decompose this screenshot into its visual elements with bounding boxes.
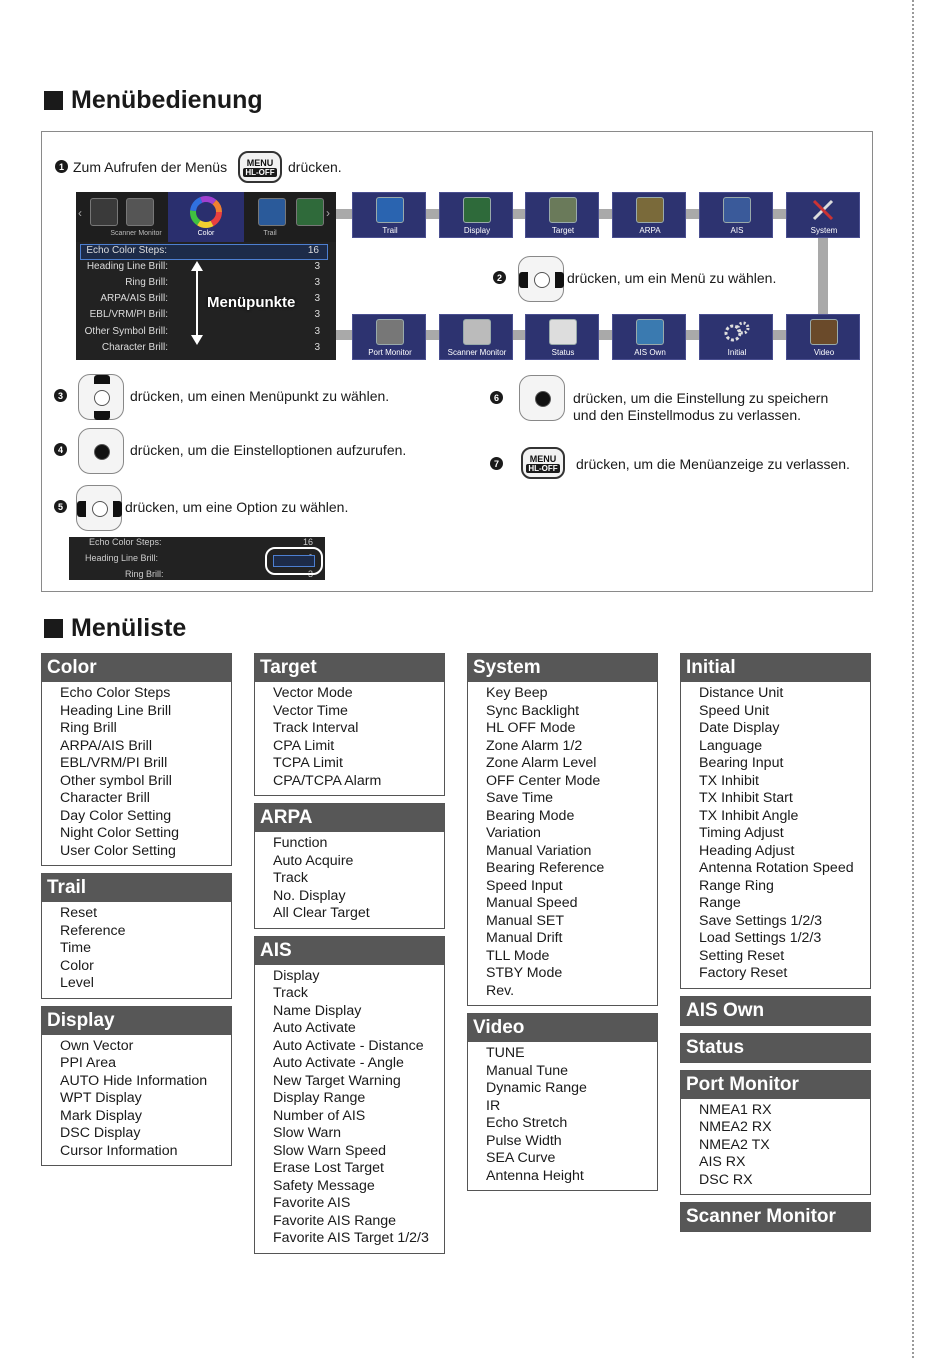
menu-item: STBY Mode	[486, 965, 563, 981]
menu-item: Bearing Input	[699, 755, 784, 771]
menu-item: Speed Input	[486, 877, 563, 894]
menu-item: Bearing Mode	[486, 807, 575, 824]
step2-text: drücken, um ein Menü zu wählen.	[567, 270, 777, 286]
menu-item: Mark Display	[60, 1107, 142, 1124]
menu-item: Character Brill	[60, 790, 150, 806]
tab-label-scanner-monitor: Scanner Monitor	[110, 230, 162, 237]
dpad-icon	[78, 374, 124, 420]
screen-row: Ring Brill: 3	[125, 277, 320, 288]
menu-item: Manual SET	[486, 912, 565, 929]
menu-item: SEA Curve	[486, 1150, 556, 1166]
page-dotted-edge	[912, 0, 914, 1358]
menu-items	[255, 682, 444, 795]
menu-item: Erase Lost Target	[273, 1160, 384, 1176]
menu-item: Number of AIS	[273, 1107, 366, 1124]
screen-row: Echo Color Steps: 16	[80, 244, 328, 260]
tile-ais-own: AIS Own	[612, 314, 686, 360]
radar-menu-screen	[76, 192, 336, 360]
tile-scanner-monitor: Scanner Monitor	[439, 314, 513, 360]
screen-row: Character Brill: 3	[101, 342, 320, 353]
tab-label-color: Color	[197, 230, 215, 237]
port-monitor-icon	[376, 319, 404, 345]
menu-item: Vector Mode	[273, 685, 353, 701]
menu-item: Auto Acquire	[273, 852, 354, 869]
ais-icon	[723, 197, 751, 223]
menu-items	[42, 1035, 231, 1166]
menu-items	[681, 1099, 870, 1195]
menu-item: CPA/TCPA Alarm	[273, 772, 382, 789]
step1-text-after: drücken.	[288, 159, 342, 175]
menu-items	[42, 682, 231, 865]
menu-group-header: AIS Own	[681, 997, 870, 1025]
wrench-icon	[810, 197, 838, 223]
menu-group-system	[467, 653, 658, 1006]
menu-item: Color	[60, 957, 94, 974]
menu-item: OFF Center Mode	[486, 772, 601, 789]
screen-row: Other Symbol Brill: 3	[84, 326, 320, 337]
menu-items	[468, 1042, 657, 1190]
chevron-right-icon: ›	[326, 206, 330, 220]
menu-group-display	[41, 1006, 232, 1167]
menu-items	[255, 832, 444, 928]
menu-item: PPI Area	[60, 1055, 116, 1071]
menu-item: Save Time	[486, 790, 554, 806]
title-square-icon	[44, 91, 63, 110]
mini-screen	[69, 537, 325, 580]
trail-icon	[376, 197, 404, 223]
menu-item: Echo Color Steps	[60, 685, 171, 701]
mini-row: Ring Brill: 3	[125, 569, 313, 579]
display-icon	[463, 197, 491, 223]
menu-group-video	[467, 1013, 658, 1191]
status-icon	[549, 319, 577, 345]
menu-group-header: AIS	[255, 937, 444, 965]
menu-group-header: Video	[468, 1014, 657, 1042]
scanner-monitor-tab-icon	[90, 198, 118, 226]
menu-item: Reset	[60, 905, 98, 921]
menu-item: Favorite AIS Range	[273, 1212, 397, 1229]
step3-text: drücken, um einen Menüpunkt zu wählen.	[130, 388, 390, 404]
menu-item: Antenna Rotation Speed	[699, 860, 854, 876]
section-title-menubedienung	[44, 86, 263, 115]
menu-item: NMEA1 RX	[699, 1101, 772, 1118]
tile-arpa: ARPA	[612, 192, 686, 238]
menu-column-4	[680, 653, 871, 1239]
menu-item: Bearing Reference	[486, 860, 605, 876]
menu-item: Speed Unit	[699, 702, 770, 719]
menu-item: AIS RX	[699, 1154, 746, 1170]
menu-item: Manual Drift	[486, 930, 563, 946]
step-number-5: 5	[54, 500, 67, 513]
menu-item: Heading Adjust	[699, 842, 795, 859]
menu-group-header: Scanner Monitor	[681, 1203, 870, 1231]
menu-group-header: Target	[255, 654, 444, 682]
menu-item: Day Color Setting	[60, 807, 172, 824]
menu-item: Level	[60, 975, 94, 991]
tile-target: Target	[525, 192, 599, 238]
step6-text-line2: und den Einstellmodus zu verlassen.	[573, 407, 802, 423]
menu-item: Safety Message	[273, 1177, 375, 1194]
menu-item: NMEA2 TX	[699, 1136, 770, 1153]
screen-row: ARPA/AIS Brill: 3	[100, 293, 320, 304]
menu-item: Track	[273, 870, 308, 886]
menu-item: Other symbol Brill	[60, 772, 172, 789]
menu-group-header: Initial	[681, 654, 870, 682]
target-icon	[549, 197, 577, 223]
tab-color	[168, 192, 244, 242]
menu-group-color	[41, 653, 232, 866]
mini-row: Echo Color Steps: 16	[89, 537, 313, 547]
menu-item: TUNE	[486, 1045, 525, 1061]
step1-text-before: Zum Aufrufen der Menüs	[73, 159, 228, 175]
menu-item: Auto Activate	[273, 1020, 356, 1036]
menu-item: Display Range	[273, 1090, 366, 1106]
menu-item: Factory Reset	[699, 965, 788, 981]
menu-item: Slow Warn Speed	[273, 1142, 387, 1159]
menu-item: Vector Time	[273, 702, 348, 719]
dpad-icon	[518, 256, 564, 302]
menu-group-status	[680, 1033, 871, 1063]
menu-item: Echo Stretch	[486, 1115, 568, 1131]
menu-group-arpa	[254, 803, 445, 929]
menu-item: Setting Reset	[699, 947, 785, 964]
menu-item: DSC Display	[60, 1125, 141, 1141]
menu-item: Load Settings 1/2/3	[699, 930, 822, 946]
menu-item: Language	[699, 737, 763, 754]
display-tab-icon	[296, 198, 324, 226]
menu-group-ais-own	[680, 996, 871, 1026]
menu-items	[42, 902, 231, 998]
scanner-monitor-icon	[463, 319, 491, 345]
menu-item: Manual Variation	[486, 842, 592, 859]
menu-item: Range	[699, 895, 741, 911]
chevron-left-icon: ‹	[78, 206, 82, 220]
menu-item: Sync Backlight	[486, 702, 580, 719]
step-number-6: 6	[490, 391, 503, 404]
tab-label-trail: Trail	[263, 230, 277, 237]
hloff-label: HL-OFF	[245, 167, 275, 177]
menu-item: Reference	[60, 922, 126, 939]
menu-item: Pulse Width	[486, 1132, 562, 1149]
menu-item: IR	[486, 1097, 501, 1114]
menu-group-target	[254, 653, 445, 796]
menu-item: DSC RX	[699, 1171, 753, 1188]
menu-item: TX Inhibit Start	[699, 790, 793, 806]
arpa-icon	[636, 197, 664, 223]
dpad-icon	[76, 485, 122, 531]
section-title-text: Menübedienung	[71, 86, 263, 114]
updown-arrow-icon	[190, 261, 204, 345]
menu-item: Slow Warn	[273, 1125, 342, 1141]
scanner-tab-icon-2	[126, 198, 154, 226]
selection-highlight	[265, 547, 323, 575]
title-square-icon	[44, 619, 63, 638]
menu-item: New Target Warning	[273, 1072, 401, 1089]
tile-status: Status	[525, 314, 599, 360]
menu-item: Rev.	[486, 982, 515, 999]
menu-item: Cursor Information	[60, 1142, 178, 1159]
menupunkte-label: Menüpunkte	[207, 294, 296, 311]
menu-item: Antenna Height	[486, 1167, 584, 1184]
menu-item: Favorite AIS Target 1/2/3	[273, 1230, 429, 1246]
menu-item: Track	[273, 985, 308, 1001]
menu-items	[681, 682, 870, 988]
screen-tab-bar	[76, 192, 336, 242]
tile-initial: Initial	[699, 314, 773, 360]
menu-item: EBL/VRM/PI Brill	[60, 755, 168, 771]
mini-row: Heading Line Brill:	[85, 553, 159, 563]
tile-port-monitor: Port Monitor	[352, 314, 426, 360]
menu-item: ARPA/AIS Brill	[60, 737, 152, 754]
menu-item: Night Color Setting	[60, 825, 180, 841]
menu-group-header: Color	[42, 654, 231, 682]
step-number-3: 3	[54, 389, 67, 402]
menu-item: Track Interval	[273, 720, 359, 736]
screen-row: Heading Line Brill: 3	[86, 261, 320, 272]
menu-item: Heading Line Brill	[60, 702, 172, 719]
menu-item: NMEA2 RX	[699, 1119, 772, 1135]
menu-item: No. Display	[273, 887, 346, 904]
dpad-icon	[78, 428, 124, 474]
step-number-4: 4	[54, 443, 67, 456]
step-number-2: 2	[493, 271, 506, 284]
menu-column-3	[467, 653, 658, 1198]
tile-system: System	[786, 192, 860, 238]
menu-item: Range Ring	[699, 877, 774, 894]
menu-item: User Color Setting	[60, 842, 176, 859]
trail-tab-icon	[258, 198, 286, 226]
screen-row: EBL/VRM/PI Brill: 3	[89, 309, 320, 320]
step6-text-line1: drücken, um die Einstellung zu speichern	[573, 390, 829, 406]
menu-item: Manual Tune	[486, 1062, 569, 1079]
tile-trail: Trail	[352, 192, 426, 238]
menu-group-header: Display	[42, 1007, 231, 1035]
menu-items	[255, 965, 444, 1253]
step7-text: drücken, um die Menüanzeige zu verlassen.	[576, 456, 850, 472]
menu-item: All Clear Target	[273, 905, 370, 921]
menu-item: Auto Activate - Distance	[273, 1037, 424, 1054]
menu-item: HL OFF Mode	[486, 720, 576, 736]
menu-item: Ring Brill	[60, 720, 117, 736]
menu-group-trail	[41, 873, 232, 999]
menu-item: Key Beep	[486, 685, 548, 701]
menu-group-scanner-monitor	[680, 1202, 871, 1232]
step-number-7: 7	[490, 457, 503, 470]
step-number-1: 1	[55, 160, 68, 173]
menu-item: CPA Limit	[273, 737, 335, 754]
menu-label: MENU	[246, 157, 274, 168]
menu-item: Function	[273, 835, 328, 851]
menu-item: Timing Adjust	[699, 825, 784, 841]
menu-item: Name Display	[273, 1002, 362, 1019]
menu-item: Manual Speed	[486, 895, 578, 911]
gear-icon	[723, 319, 751, 345]
menu-group-header: System	[468, 654, 657, 682]
menu-item: Auto Activate - Angle	[273, 1055, 404, 1071]
video-icon	[810, 319, 838, 345]
menu-item: Variation	[486, 825, 541, 841]
menu-group-header: ARPA	[255, 804, 444, 832]
menu-group-header: Port Monitor	[681, 1071, 870, 1099]
menu-item: TX Inhibit	[699, 772, 759, 789]
menu-item: Distance Unit	[699, 685, 784, 701]
tile-display: Display	[439, 192, 513, 238]
menu-item: Display	[273, 967, 320, 984]
menu-item: Own Vector	[60, 1037, 134, 1054]
step5-text: drücken, um eine Option zu wählen.	[125, 499, 349, 515]
menu-button-icon	[238, 151, 282, 183]
menu-item: Favorite AIS	[273, 1195, 351, 1211]
menu-items	[468, 682, 657, 1005]
menu-item: Save Settings 1/2/3	[699, 912, 823, 929]
color-wheel-icon	[189, 195, 223, 229]
menu-column-2	[254, 653, 445, 1261]
section-title-text: Menüliste	[71, 614, 187, 642]
section-title-menuliste	[44, 614, 186, 643]
menu-group-header: Status	[681, 1034, 870, 1062]
menu-item: Date Display	[699, 720, 780, 736]
dpad-icon	[519, 375, 565, 421]
menu-item: TCPA Limit	[273, 755, 343, 771]
menu-column-1	[41, 653, 232, 1173]
tile-ais: AIS	[699, 192, 773, 238]
menu-item: TLL Mode	[486, 947, 550, 964]
menu-item: WPT Display	[60, 1090, 142, 1106]
menu-group-initial	[680, 653, 871, 989]
menu-item: Time	[60, 940, 92, 956]
menu-item: Zone Alarm 1/2	[486, 737, 583, 754]
menu-group-port-monitor	[680, 1070, 871, 1196]
menu-item: Zone Alarm Level	[486, 755, 597, 771]
menu-button-icon: MENU HL-OFF	[521, 447, 565, 479]
tile-video: Video	[786, 314, 860, 360]
menu-group-header: Trail	[42, 874, 231, 902]
ais-own-icon	[636, 319, 664, 345]
menu-group-ais	[254, 936, 445, 1254]
menu-item: TX Inhibit Angle	[699, 807, 799, 824]
menu-item: AUTO Hide Information	[60, 1072, 208, 1089]
menu-item: Dynamic Range	[486, 1080, 587, 1096]
step4-text: drücken, um die Einstelloptionen aufzurufen.	[130, 442, 407, 458]
